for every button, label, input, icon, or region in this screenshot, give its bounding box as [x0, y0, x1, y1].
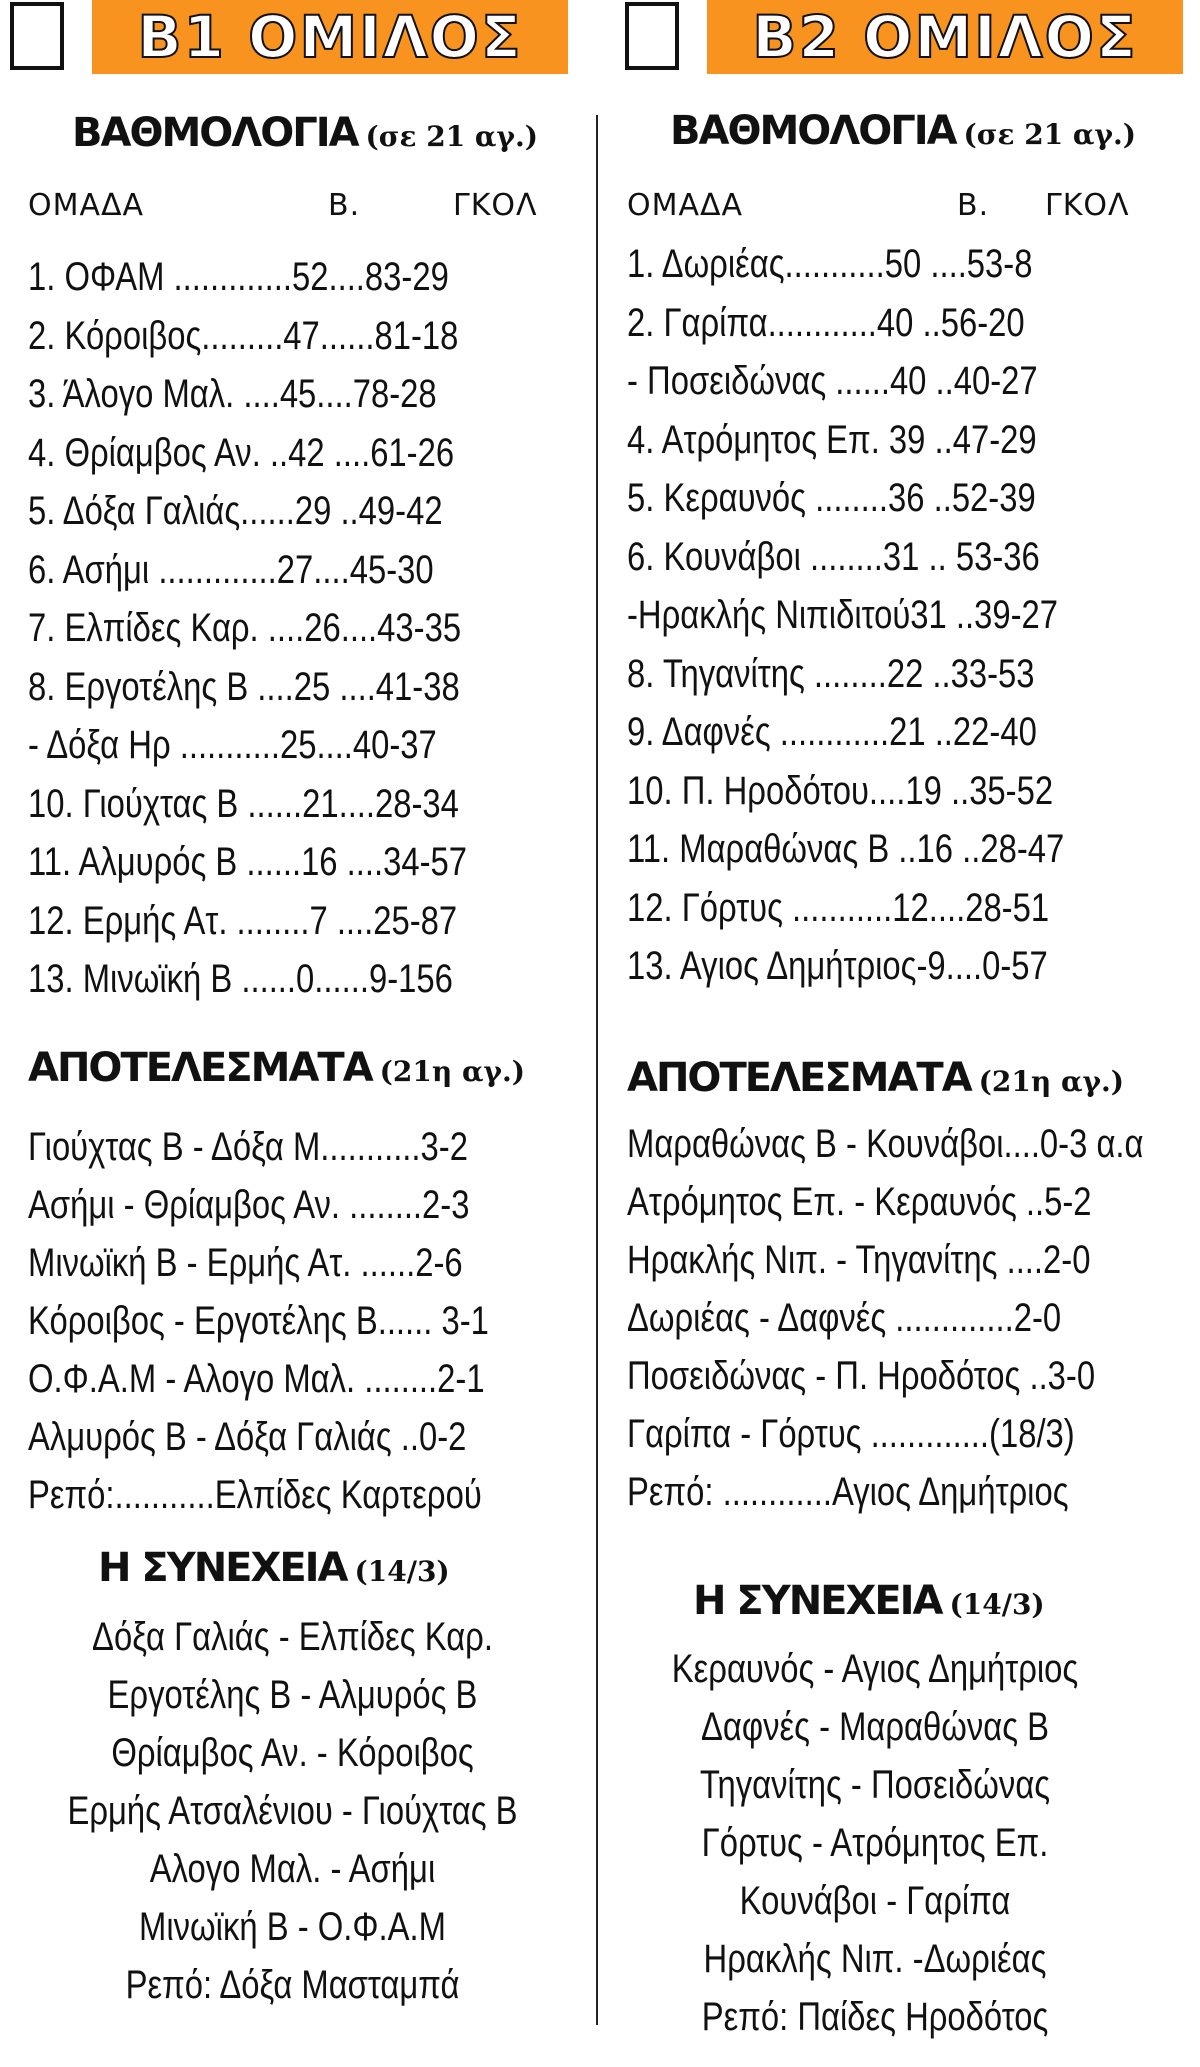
group-b1-next-heading: [98, 1545, 658, 1591]
group-b2-results-heading: [627, 1055, 1187, 1101]
group-b2-column: [625, 0, 1190, 2067]
results-title: ΑΠΟΤΕΛΕΣΜΑΤΑ: [28, 1045, 372, 1091]
standings-row: 12. Ερμής Ατ. ........7 ....25-87: [28, 898, 458, 943]
result-row: Μαραθώνας Β - Κουνάβοι....0-3 α.α: [627, 1122, 1144, 1166]
result-row: Γαρίπα - Γόρτυς .............(18/3): [627, 1412, 1075, 1456]
standings-row: 13. Μινωϊκή Β ......0......9-156: [28, 957, 453, 1001]
fixture-row: Εργοτέλης Β - Αλμυρός Β: [107, 1673, 478, 1717]
fixture-row: Μινωϊκή Β - Ο.Φ.Α.Μ: [139, 1905, 446, 1949]
result-row: Μινωϊκή Β - Ερμής Ατ. ......2-6: [28, 1241, 463, 1285]
standings-row: 1. ΟΦΑΜ .............52....83-29: [28, 255, 449, 299]
group-b1-header: [10, 0, 570, 74]
col-goals-header: ΓΚΟΛ: [453, 188, 538, 223]
group-b2-next-list: [625, 1640, 1125, 2046]
results-subtitle: (21η αγ.): [379, 1055, 526, 1088]
result-row: Ρεπό:...........Ελπίδες Καρτερού: [28, 1473, 482, 1517]
standings-row: 12. Γόρτυς ...........12....28-51: [627, 885, 1050, 930]
result-row: Αλμυρός Β - Δόξα Γαλιάς ..0-2: [28, 1415, 467, 1459]
standings-row: - Δόξα Ηρ ...........25....40-37: [28, 723, 437, 767]
standings-row: 4. Ατρόμητος Επ. 39 ..47-29: [627, 417, 1037, 462]
col-points-header: Β.: [957, 188, 990, 223]
group-b2-title: B2 ΟΜΙΛΟΣ: [707, 0, 1183, 74]
result-row: Ο.Φ.Α.Μ - Αλογο Μαλ. ........2-1: [28, 1357, 485, 1401]
group-b1-column: [10, 0, 575, 2067]
results-title: ΑΠΟΤΕΛΕΣΜΑΤΑ: [627, 1055, 971, 1101]
fixture-row: Κεραυνός - Αγιος Δημήτριος: [671, 1647, 1079, 1691]
next-title: Η ΣΥΝΕΧΕΙΑ: [98, 1545, 347, 1591]
group-b1-title: B1 ΟΜΙΛΟΣ: [92, 0, 568, 74]
group-b2-standings-list: [627, 235, 1160, 996]
group-b2-header: [625, 0, 1185, 74]
standings-subtitle: (σε 21 αγ.): [963, 118, 1136, 151]
standings-row: 6. Ασήμι .............27....45-30: [28, 547, 434, 592]
standings-row: 13. Αγιος Δημήτριος-9....0-57: [627, 944, 1048, 988]
result-row: Κόροιβος - Εργοτέλης Β...... 3-1: [28, 1299, 489, 1343]
standings-row: 2. Κόροιβος.........47......81-18: [28, 313, 459, 358]
fixture-row: Θρίαμβος Αν. - Κόροιβος: [111, 1731, 474, 1775]
fixture-row: Δόξα Γαλιάς - Ελπίδες Καρ.: [92, 1615, 493, 1659]
fixture-row: Αλογο Μαλ. - Ασήμι: [149, 1847, 436, 1891]
fixture-row: Ηρακλής Νιπ. -Δωριέας: [703, 1937, 1047, 1981]
fixture-row: Δαφνές - Μαραθώνας Β: [700, 1705, 1050, 1749]
group-b2-results-list: [627, 1115, 1200, 1521]
result-row: Ποσειδώνας - Π. Ηροδότος ..3-0: [627, 1354, 1096, 1398]
next-title: Η ΣΥΝΕΧΕΙΑ: [693, 1578, 942, 1624]
standings-row: 10. Π. Ηροδότου....19 ..35-52: [627, 768, 1054, 813]
result-row: Ασήμι - Θρίαμβος Αν. ........2-3: [28, 1183, 470, 1227]
group-b1-checkbox[interactable]: [10, 2, 64, 70]
standings-row: 1. Δωριέας...........50 ....53-8: [627, 242, 1033, 286]
group-b1-results-heading: [28, 1045, 588, 1091]
standings-row: 8. Εργοτέλης Β ....25 ....41-38: [28, 664, 460, 709]
standings-row: 3. Άλογο Μαλ. ....45....78-28: [28, 372, 437, 416]
group-b2-checkbox[interactable]: [625, 2, 679, 70]
standings-row: 2. Γαρίπα............40 ..56-20: [627, 300, 1025, 345]
standings-title: ΒΑΘΜΟΛΟΓΙΑ: [670, 108, 956, 154]
col-goals-header: ΓΚΟΛ: [1045, 188, 1130, 223]
col-points-header: Β.: [328, 188, 361, 223]
next-subtitle: (14/3): [949, 1588, 1045, 1621]
standings-row: 11. Αλμυρός Β ......16 ....34-57: [28, 840, 468, 884]
standings-subtitle: (σε 21 αγ.): [365, 120, 538, 153]
fixture-row: Ερμής Ατσαλένιου - Γιούχτας Β: [67, 1789, 518, 1833]
group-b1-next-list: [10, 1608, 575, 2014]
result-row: Γιούχτας Β - Δόξα Μ...........3-2: [28, 1125, 468, 1169]
group-b1-standings-heading: [72, 110, 632, 156]
result-row: Ατρόμητος Επ. - Κεραυνός ..5-2: [627, 1180, 1092, 1224]
result-row: Ρεπό: ............Αγιος Δημήτριος: [627, 1470, 1069, 1514]
standings-row: - Ποσειδώνας ......40 ..40-27: [627, 359, 1038, 403]
standings-row: 11. Μαραθώνας Β ..16 ..28-47: [627, 827, 1065, 871]
result-row: Δωριέας - Δαφνές .............2-0: [627, 1296, 1062, 1340]
next-subtitle: (14/3): [354, 1555, 450, 1588]
standings-row: 10. Γιούχτας Β ......21....28-34: [28, 781, 459, 826]
fixture-row: Τηγανίτης - Ποσειδώνας: [699, 1763, 1051, 1807]
standings-row: 8. Τηγανίτης ........22 ..33-53: [627, 651, 1035, 696]
result-row: Ηρακλής Νιπ. - Τηγανίτης ....2-0: [627, 1238, 1091, 1282]
group-b1-standings-list: [28, 248, 563, 1009]
group-b1-results-list: [28, 1118, 590, 1524]
standings-row: 9. Δαφνές ............21 ..22-40: [627, 710, 1037, 754]
standings-row: 7. Ελπίδες Καρ. ....26....43-35: [28, 606, 462, 650]
column-divider: [596, 115, 598, 2025]
group-b2-next-heading: [693, 1578, 1200, 1624]
standings-row: 4. Θρίαμβος Αν. ..42 ....61-26: [28, 430, 455, 475]
results-subtitle: (21η αγ.): [978, 1065, 1125, 1098]
standings-row: 5. Δόξα Γαλιάς......29 ..49-42: [28, 489, 443, 533]
standings-row: -Ηρακλής Νιπιδιτού31 ..39-27: [627, 593, 1059, 637]
standings-row: 5. Κεραυνός ........36 ..52-39: [627, 476, 1036, 520]
standings-row: 6. Κουνάβοι ........31 .. 53-36: [627, 534, 1040, 579]
fixture-row: Ρεπό: Δόξα Μασταμπά: [125, 1963, 460, 2007]
fixture-row: Κουνάβοι - Γαρίπα: [739, 1879, 1011, 1923]
standings-title: ΒΑΘΜΟΛΟΓΙΑ: [72, 110, 358, 156]
group-b2-standings-heading: [670, 108, 1200, 154]
col-team-header: ΟΜΑΔΑ: [627, 188, 744, 223]
fixture-row: Γόρτυς - Ατρόμητος Επ.: [701, 1821, 1049, 1865]
col-team-header: ΟΜΑΔΑ: [28, 188, 145, 223]
fixture-row: Ρεπό: Παίδες Ηροδότος: [701, 1995, 1049, 2039]
